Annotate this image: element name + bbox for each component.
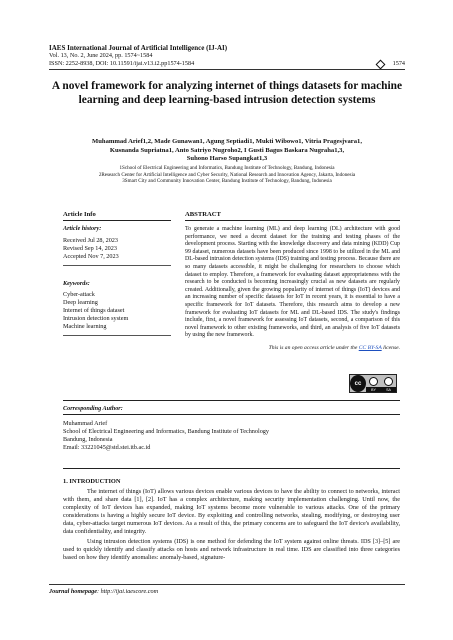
homepage-url[interactable]: : http://ijai.iaescore.com — [96, 588, 159, 595]
oa-prefix: This is an open access article under the — [268, 344, 359, 351]
keyword: Cyber-attack — [63, 291, 95, 298]
affiliation: 3Smart City and Community Innovation Center, Bandung Institute of Technology, Bandung, Indonesia — [122, 178, 332, 185]
sa-icon — [384, 377, 393, 386]
cc-icon: cc — [350, 375, 366, 392]
diamond-icon — [375, 59, 385, 69]
journal-volume: Vol. 13, No. 2, June 2024, pp. 1574~1584 — [49, 52, 153, 59]
introduction-section — [63, 478, 400, 562]
footer-rule — [49, 584, 405, 585]
keywords-label: Keywords: — [63, 280, 90, 287]
history-item: Received Jul 28, 2023 — [63, 237, 118, 244]
page-number: 1574 — [392, 60, 405, 67]
corresponding-email[interactable]: Email: 33221045@std.stei.itb.ac.id — [63, 444, 151, 451]
journal-homepage — [49, 588, 158, 595]
journal-header — [49, 44, 405, 68]
corresponding-name: Muhammad Arief — [63, 420, 108, 427]
open-access-note — [185, 345, 400, 351]
paragraph: The internet of things (IoT) allows various devices enable various devices to have the ability to connect to networks, interact with them, and share data [1], [2]. IoT has a complex architecture, making security implementation challenging. Until now, the complexity of IoT devices has expanded, making IoT systems become more vulnerable to various attacks. One of the primary considerations is having a highly secure IoT device. By exploiting and controlling networks, stealing, modifying, or destroying user data, cyber-attacks target numerous IoT devices. As a result of this, the primary concerns are to safeguard the IoT device's availability, data confidentiality, and integrity. — [63, 488, 400, 535]
homepage-label: Journal homepage — [49, 588, 97, 595]
corresponding-city: Bandung, Indonesia — [63, 436, 113, 443]
abstract-rule — [63, 400, 400, 401]
introduction-heading: 1. INTRODUCTION — [63, 478, 121, 485]
journal-issn: ISSN: 2252-8938, DOI: 10.11591/ijai.v13.i2.pp1574-1584 — [49, 60, 195, 67]
corresponding-affil: School of Electrical Engineering and Informatics, Bandung Institute of Technology — [63, 428, 269, 435]
journal-name: IAES International Journal of Artificial Intelligence (IJ-AI) — [49, 44, 228, 52]
history-item: Accepted Nov 7, 2023 — [63, 253, 119, 260]
article-info-heading: Article Info — [63, 210, 171, 221]
corresponding-author — [63, 405, 400, 452]
author-line: Kusnanda Supriatna1, Anto Satriyo Nugroho2, I Gusti Bagus Baskara Nugraha1,3, — [109, 146, 345, 154]
author-line: Suhono Harso Supangkat1,3 — [186, 155, 268, 163]
header-rule — [49, 69, 405, 70]
keyword: Machine learning — [63, 323, 107, 330]
article-info — [63, 210, 171, 336]
paper-title: A novel framework for analyzing internet of things datasets for machine learning and deep learning-based intrusion detection systems — [51, 80, 403, 106]
abstract-text: To generate a machine learning (ML) and deep learning (DL) architecture with good performance, we need a decent dataset for the training and testing phases of the development process. Starting with the knowledge discovery and data mining (KDD) Cup 99 dataset, numerous datasets have been produced since 1998 to be utilized in the ML and DL-based intrusion detection systems (IDS) training and testing process. Because there are so many datasets accessible, it might be challenging for researchers to choose which dataset to employ. Therefore, a framework for evaluating dataset appropriateness with the research to be conducted is becoming increasingly crucial as new datasets are regularly created. Additionally, given the growing popularity of internet of things (IoT) devices and an increasing number of specific datasets for IoT in recent years, it is essential to have a specific framework for IoT datasets. Therefore, this research aims to develop a new framework for evaluating IoT datasets for ML and DL-based IDS. The study's findings include, first, a novel framework for assessing IoT datasets, second, a comparison of this novel framework to other existing frameworks, and third, an analysis of five IoT datasets by using the new framework. — [185, 226, 400, 339]
corresponding-rule — [63, 468, 400, 469]
affiliations — [49, 165, 405, 185]
cc-license-badge[interactable] — [349, 374, 397, 393]
author-line: Muhammad Arief1,2, Made Gunawan1, Agung Septiadi1, Mukti Wibowo1, Vitria Pragesjvara1, — [92, 138, 362, 145]
issn-row — [49, 60, 405, 68]
keyword: Deep learning — [63, 299, 98, 306]
article-history — [63, 237, 171, 261]
badge-by-label: BY — [371, 387, 376, 392]
corresponding-label: Corresponding Author: — [63, 405, 400, 415]
affiliation: 2Research Center for Artificial Intelligence and Cyber Security, National Research and Innovation Agency, Jakarta, Indonesia — [98, 171, 356, 178]
abstract-heading: ABSTRACT — [185, 210, 400, 221]
keyword: Internet of things dataset — [63, 307, 125, 314]
history-item: Revised Sep 14, 2023 — [63, 245, 117, 252]
by-icon — [369, 377, 378, 386]
affiliation: 1School of Electrical Engineering and Informatics, Bandung Institute of Technology, Bandung, Indonesia — [119, 165, 335, 171]
abstract-section — [185, 210, 400, 351]
keyword: Intrusion detection system — [63, 315, 129, 322]
oa-suffix: license. — [381, 344, 400, 351]
license-link[interactable]: CC BY-SA — [358, 344, 382, 351]
history-label: Article history: — [63, 225, 102, 232]
paragraph: Using intrusion detection systems (IDS) is one method for defending the IoT system against online threats. IDS [3]–[5] are used to quickly identify and classify attacks on hosts and network infrastructure in real time. IDS are classified into three categories based on how they identify anomalies: anomaly-based, signature- — [63, 538, 400, 562]
keyword-list — [63, 291, 171, 331]
corresponding-info — [63, 420, 400, 452]
badge-sa-label: SA — [386, 387, 391, 392]
author-list — [49, 138, 405, 164]
